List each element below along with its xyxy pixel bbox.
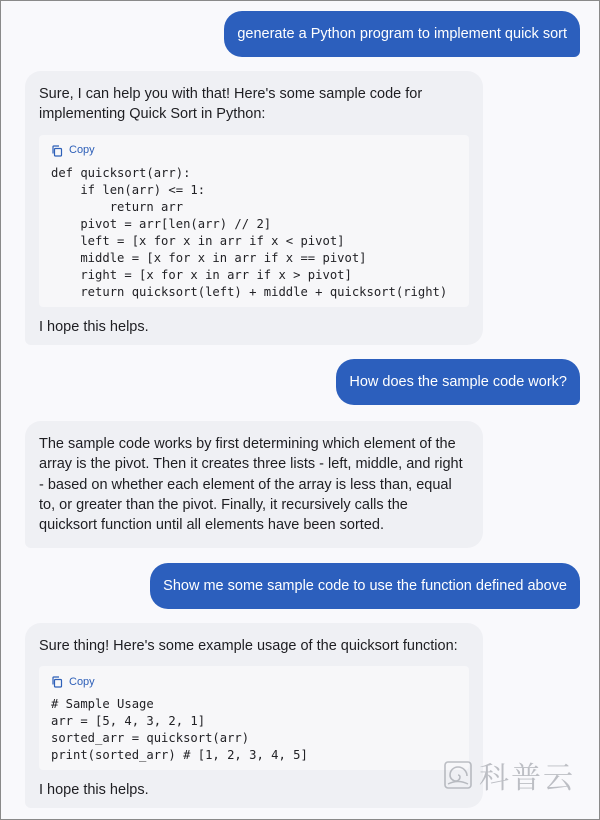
watermark — [443, 753, 575, 797]
assistant-message-intro: Sure, I can help you with that! Here's some sample code for implementing Quick Sort in Python: — [39, 86, 423, 123]
assistant-message-outro: I hope this helps. — [39, 318, 149, 335]
assistant-message-outro: I hope this helps. — [39, 782, 149, 799]
copy-icon — [51, 145, 63, 157]
assistant-message — [25, 421, 483, 548]
assistant-message — [25, 71, 483, 345]
watermark-text: 科普云 — [479, 761, 575, 796]
user-message-text: Show me some sample code to use the function defined above — [163, 578, 567, 594]
copy-label: Copy — [69, 676, 95, 689]
user-message-text: How does the sample code work? — [349, 374, 567, 390]
code-block — [39, 135, 469, 307]
copy-label: Copy — [69, 144, 95, 157]
assistant-message — [25, 623, 483, 808]
code-content: # Sample Usage arr = [5, 4, 3, 2, 1] sorted_arr = quicksort(arr) print(sorted_arr) # [1, 2, 3, 4, 5] — [51, 697, 308, 763]
user-message — [224, 11, 580, 57]
code-block — [39, 666, 469, 770]
copy-icon — [51, 676, 63, 688]
assistant-message-intro: Sure thing! Here's some example usage of the quicksort function: — [39, 638, 458, 654]
user-message-text: generate a Python program to implement quick sort — [237, 26, 567, 42]
copy-button[interactable] — [51, 143, 457, 159]
code-content: def quicksort(arr): if len(arr) <= 1: return arr pivot = arr[len(arr) // 2] left = [x for x in arr if x < pivot] middle = [x for x in arr if x == pivot] right = [x for x in arr if x > pivot] return quicksort(left) + middle + quicksort(right) — [51, 165, 448, 299]
snail-logo-icon — [443, 760, 473, 790]
assistant-message-text: The sample code works by first determining which element of the array is the pivot. Then it creates three lists - left, middle, and right - based on whether each element of the array is less than, equal to, or greater than the pivot. Finally, it recursively calls the quicksort function until all elements have been sorted. — [39, 436, 463, 534]
user-message — [336, 359, 580, 405]
copy-button[interactable] — [51, 674, 457, 690]
user-message — [150, 563, 580, 609]
